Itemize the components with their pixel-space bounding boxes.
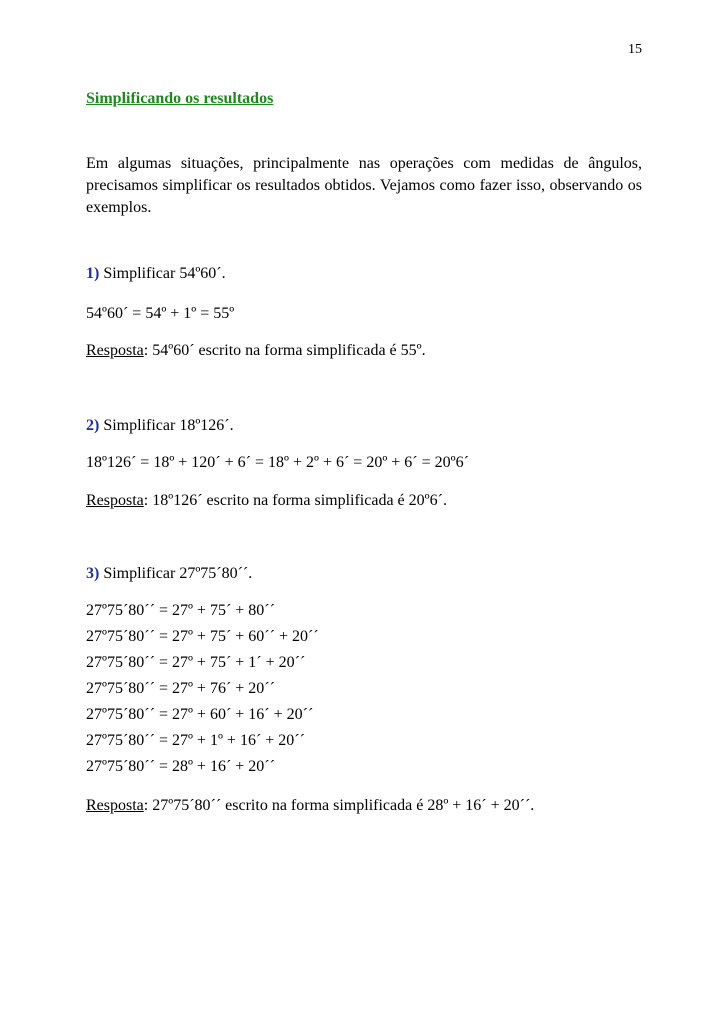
example-heading-text: Simplificar 27º75´80´´. bbox=[103, 565, 253, 582]
example-3-step: 27º75´80´´ = 27º + 75´ + 1´ + 20´´ bbox=[86, 654, 306, 671]
example-3-step: 27º75´80´´ = 28º + 16´ + 20´´ bbox=[86, 758, 275, 775]
example-3-answer bbox=[86, 797, 534, 815]
answer-text: : 27º75´80´´ escrito na forma simplificada é 28º + 16´ + 20´´. bbox=[143, 797, 535, 814]
example-1-answer bbox=[86, 342, 426, 360]
example-3-step: 27º75´80´´ = 27º + 75´ + 80´´ bbox=[86, 602, 275, 619]
section-title: Simplificando os resultados bbox=[86, 90, 274, 107]
example-3-step: 27º75´80´´ = 27º + 60´ + 16´ + 20´´ bbox=[86, 706, 314, 723]
example-3-step: 27º75´80´´ = 27º + 76´ + 20´´ bbox=[86, 680, 275, 697]
example-heading-text: Simplificar 18º126´. bbox=[103, 417, 234, 434]
answer-label: Resposta bbox=[86, 797, 144, 814]
answer-label: Resposta bbox=[86, 342, 144, 359]
intro-paragraph: Em algumas situações, principalmente nas operações com medidas de ângulos, precisamos simplificar os resultados obtidos. Vejamos como fazer isso, observando os exemplos. bbox=[86, 155, 642, 216]
example-3-step: 27º75´80´´ = 27º + 1º + 16´ + 20´´ bbox=[86, 732, 305, 749]
example-heading-text: Simplificar 54º60´. bbox=[103, 265, 226, 282]
answer-text: : 54º60´ escrito na forma simplificada é 55º. bbox=[143, 342, 426, 359]
example-2-answer bbox=[86, 492, 447, 510]
example-1-step: 54º60´ = 54º + 1º = 55º bbox=[86, 305, 235, 322]
example-2-heading bbox=[86, 417, 234, 435]
answer-text: : 18º126´ escrito na forma simplificada é 20º6´. bbox=[143, 492, 447, 509]
page-number: 15 bbox=[628, 42, 642, 57]
answer-label: Resposta bbox=[86, 492, 144, 509]
example-3-heading bbox=[86, 565, 252, 583]
example-1-heading bbox=[86, 265, 226, 283]
example-number: 1) bbox=[86, 265, 100, 282]
example-3-step: 27º75´80´´ = 27º + 75´ + 60´´ + 20´´ bbox=[86, 628, 319, 645]
example-number: 3) bbox=[86, 565, 100, 582]
example-2-step: 18º126´ = 18º + 120´ + 6´ = 18º + 2º + 6´ = 20º + 6´ = 20º6´ bbox=[86, 454, 469, 471]
example-number: 2) bbox=[86, 417, 100, 434]
